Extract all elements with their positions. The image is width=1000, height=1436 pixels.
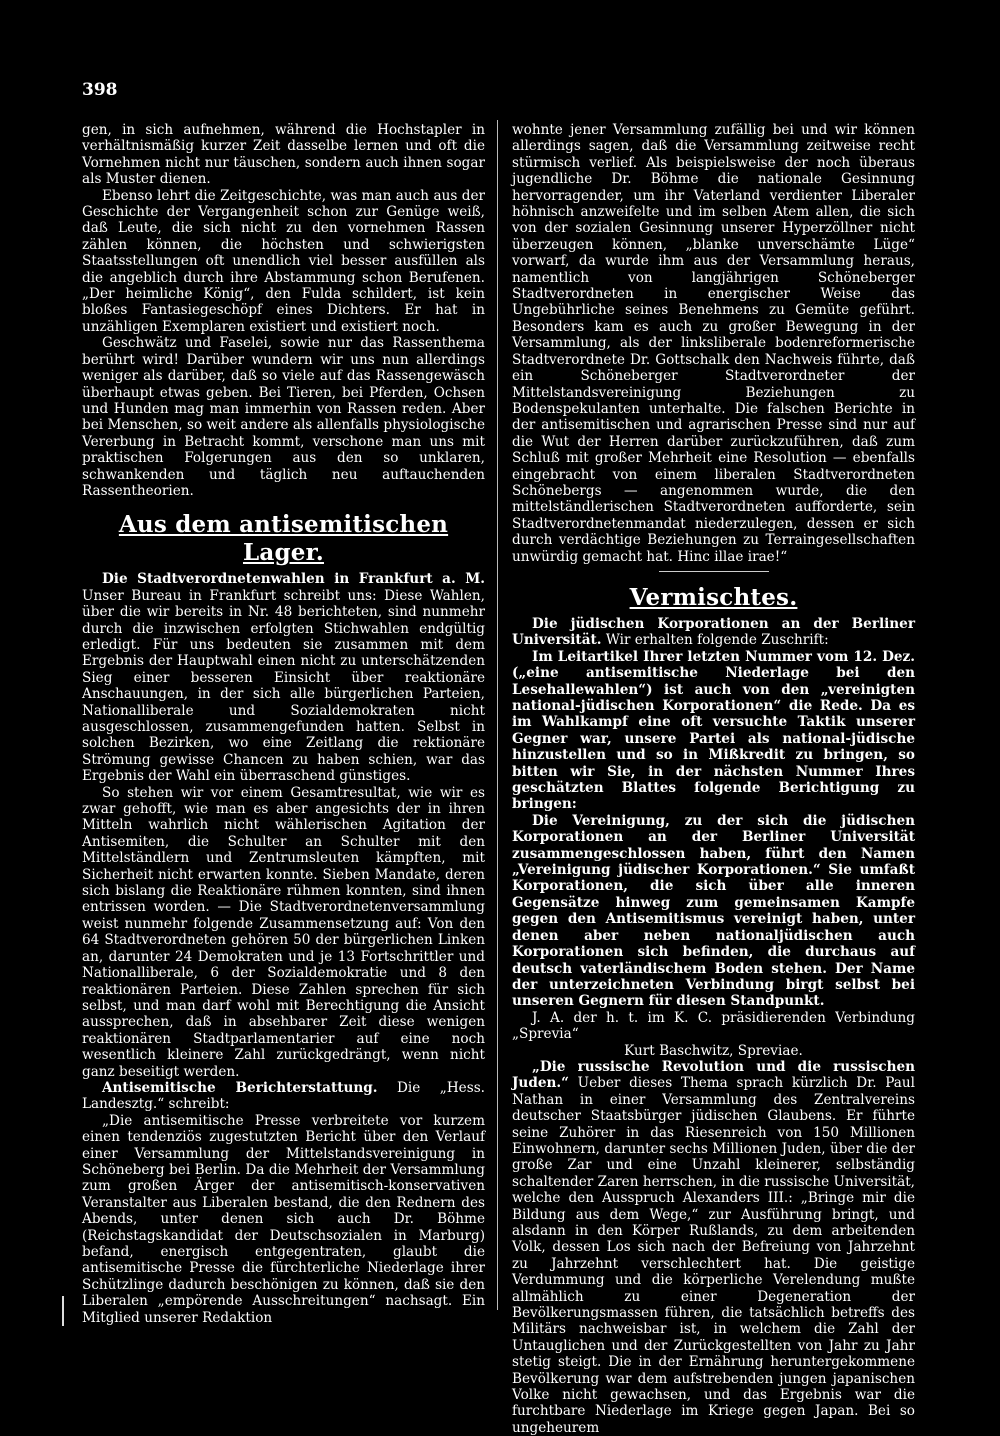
signature-name: Kurt Baschwitz, Spreviae. [624,1042,803,1059]
signature-line: J. A. der h. t. im K. C. präsidierenden Verbindung „Sprevia“ [512,1009,915,1043]
paragraph: Ueber dieses Thema sprach kürzlich Dr. Paul Nathan in einer Versammlung des Zentralvereins deutscher Staatsbürger jüdischen Glaubens. Er führte seine Zuhörer in das Riesenreich von 150 Millionen Einwohnern, darunter sechs Millionen Juden, über die der große Zar und eine Unzahl kleinerer, selbständig schaltender Zaren herrschen, in die russische Universität, welche den Ausspruch Alexanders III.: „Bringe mir die Bildung aus dem Wege,“ zur Ausführung bringt, und alsdann in den Körper Rußlands, zu dem arbeitenden Volk, dessen Los sich nach der Befreiung von Jahrzehnt zu Jahrzehnt verschlechtert hat. Die geistige Verdummung und die körperliche Verelendung mußte allmählich zu einer Degeneration der Bevölkerungsmassen führen, die tatsächlich betreffs des Militärs nachweisbar ist, in welchem die Zahl der Untauglichen und der Zurückgestellten von Jahr zu Jahr stetig steigt. Die in der Ernährung heruntergekommene Bevölkerung war dem aufstrebenden jungen japanischen Volke nicht gewachsen, und das Ergebnis war die furchtbare Niederlage im Kriege gegen Japan. Bei so ungeheurem [512,1075,915,1436]
paragraph: Im Leitartikel Ihrer letzten Nummer vom 12. Dez. („eine antisemitische Niederlage bei den Lesehallewahlen“) ist auch von den „vereinigten national-jüdischen Korporationen“ die Rede. Da es im Wahlkampf eine oft versuchte Taktik unserer Gegner war, unsere Partei als national-jüdische hinzustellen und so in Mißkredit zu bringen, so bitten wir Sie, in der nächsten Nummer Ihres geschätzten Blattes folgende Berichtigung zu bringen: [512,648,915,813]
paragraph: Wir erhalten folgende Zuschrift: [605,632,829,649]
page-number: 398 [82,80,118,100]
separator [659,571,769,572]
subheading: Die jüdischen Korporationen an der Berliner Universität. [512,615,915,649]
section-heading: Vermischtes. [629,583,798,611]
paragraph: Unser Bureau in Frankfurt schreibt uns: Diese Wahlen, über die wir bereits in Nr. 48 berichteten, sind nunmehr durch die inzwischen erfolgten Stichwahlen endgültig erledigt. Für uns bedeuten sie zusammen mit dem Ergebnis der Hauptwahl einen nicht zu unterschätzenden Sieg einer besseren Einsicht über reaktionäre Anschauungen, in der sich alle bürgerlichen Parteien, Nationalliberale und Sozialdemokraten nicht ausgeschlossen, zusammengefunden hatten. Selbst in solchen Bezirken, wo eine Zeitlang die rektionäre Strömung gewisse Chancen zu haben schien, war das Ergebnis der Wahl ein überraschend günstiges. [82,587,485,785]
subheading: Antisemitische Berichterstattung. [102,1079,378,1096]
paragraph: So stehen wir vor einem Gesamtresultat, wie wir es zwar gehofft, wie man es aber angesichts der in ihren Mitteln wahrlich nicht wählerischen Agitation der Antisemiten, die Schulter an Schulter mit den Mittelständlern und Zentrumsleuten kämpften, mit Sicherheit nicht erwarten konnte. Sieben Mandate, deren sich bislang die Reaktionäre rühmen konnten, sind ihnen entrissen worden. — Die Stadtverordnetenversammlung weist nunmehr folgende Zusammensetzung auf: Von den 64 Stadtverordneten gehören 50 der bürgerlichen Linken an, darunter 24 Demokraten und je 13 Fortschrittler und Nationalliberale, 6 der Sozialdemokratie und 8 den reaktionären Parteien. Diese Zahlen sprechen für sich selbst, und man darf wohl mit Berechtigung die Ansicht aussprechen, daß in absehbarer Zeit diese wenigen reaktionären Stadtparlamentarier auf eine noch wesentlich kleinere Zahl zurückgedrängt, wenn nicht ganz beseitigt werden. [82,784,485,1080]
paragraph: „Die antisemitische Presse verbreitete vor kurzem einen tendenziös zugestutzten Bericht über den Verlauf einer Versammlung der Mittelstandsvereinigung in Schöneberg bei Berlin. Da die Mehrheit der Versammlung zum großen Ärger der antisemitisch-konservativen Veranstalter aus Liberalen bestand, die den Rednern des Abends, unter denen sich auch Dr. Böhme (Reichstagskandidat der Deutschsozialen in Marburg) befand, energisch entgegentraten, glaubt die antisemitische Presse die fürchterliche Niederlage ihrer Schützlinge dadurch beschönigen zu können, daß sie den Liberalen „empörende Ausschreitungen“ nachsagt. Ein Mitglied unserer Redaktion [82,1112,485,1326]
margin-mark [62,1296,64,1326]
subheading: „Die russische Revolution und die russischen Juden.“ [512,1058,915,1092]
paragraph: gen, in sich aufnehmen, während die Hochstapler in verhältnismäßig kurzer Zeit dasselbe lernen und oft die Vornehmen nicht nur täuschen, sondern auch ihnen sogar als Muster dienen. [82,122,485,188]
paragraph: Die „Hess. Landesztg.“ schreibt: [82,1079,485,1113]
section-heading: Aus dem antisemitischen Lager. [118,511,449,567]
column-rule [497,120,498,1310]
paragraph: wohnte jener Versammlung zufällig bei und wir können allerdings sagen, daß die Versammlung zeitweise recht stürmisch verlief. Als beispielsweise der noch überaus jugendliche Dr. Böhme die nationale Gesinnung hervorragender, um ihr Vaterland verdienter Liberaler höhnisch anzweifelte und im selben Atem allen, die sich von der sozialen Gesinnung unserer Hyperzöllner nicht überzeugen können, „blanke unverschämte Lüge“ vorwarf, da wurde ihm aus der Versammlung heraus, namentlich von langjährigen Schöneberger Stadtverordneten in energischer Weise das Ungebührliche seines Benehmens zu Gemüte geführt. Besonders kam es auch zu großer Bewegung in der Versammlung, als der linksliberale bodenreformerische Stadtverordnete Dr. Gottschalk den Nachweis führte, daß ein Schöneberger Stadtverordneter der Mittelstandsvereinigung Beziehungen zu Bodenspekulanten unterhalte. Die falschen Berichte in der antisemitischen und agrarischen Presse sind nur auf die Wut der Herren darüber zurückzuführen, daß zum Schluß mit großer Mehrheit eine Resolution — ebenfalls eingebracht von einem liberalen Stadtverordneten Schönebergs — angenommen wurde, die den mittelständlerischen Stadtverordneten aufforderte, sein Stadtverordnetenmandat niederzulegen, dessen er sich durch verdächtige Beziehungen zu Terraingesellschaften unwürdig gemacht hat. Hinc illae irae!“ [512,122,915,565]
left-column [82,122,485,1326]
subheading: Die Stadtverordnetenwahlen in Frankfurt a. M. [102,571,485,588]
right-column [512,122,915,1436]
paragraph: Geschwätz und Faselei, sowie nur das Rassenthema berührt wird! Darüber wundern wir uns nun allerdings weniger als darüber, daß so viele auf das Rassengewäsch überhaupt etwas geben. Bei Tieren, bei Pferden, Ochsen und Hunden mag man immerhin von Rassen reden. Aber bei Menschen, so weit andere als allenfalls physiologische Vererbung in Betracht kommt, verschone man uns mit praktischen Folgerungen aus den so unklaren, schwankenden und täglich neu auftauchenden Rassentheorien. [82,335,485,499]
paragraph: Ebenso lehrt die Zeitgeschichte, was man auch aus der Geschichte der Vergangenheit schon zur Genüge weiß, daß Leute, die sich nicht zu den vornehmen Rassen zählen können, die höchsten und schwierigsten Staatsstellungen oft unendlich viel besser ausfüllen als die angeblich durch ihre Abstammung schon Berufenen. „Der heimliche König“, den Fulda schildert, ist kein bloßes Fantasiegeschöpf eines Dichters. Er hat in unzähligen Exemplaren existiert und existiert noch. [82,187,485,335]
paragraph: Die Vereinigung, zu der sich die jüdischen Korporationen an der Berliner Universität zusammengeschlossen haben, führt den Namen „Vereinigung jüdischer Korporationen.“ Sie umfaßt Korporationen, die sich über alle inneren Gegensätze hinweg zum gemeinsamen Kampfe gegen den Antisemitismus vereinigt haben, unter denen aber neben nationaljüdischen auch Korporationen sich befinden, die durchaus auf deutsch vaterländischem Boden stehen. Der Name der unterzeichneten Verbindung birgt selbst bei unseren Gegnern für diesen Standpunkt. [512,812,915,1010]
